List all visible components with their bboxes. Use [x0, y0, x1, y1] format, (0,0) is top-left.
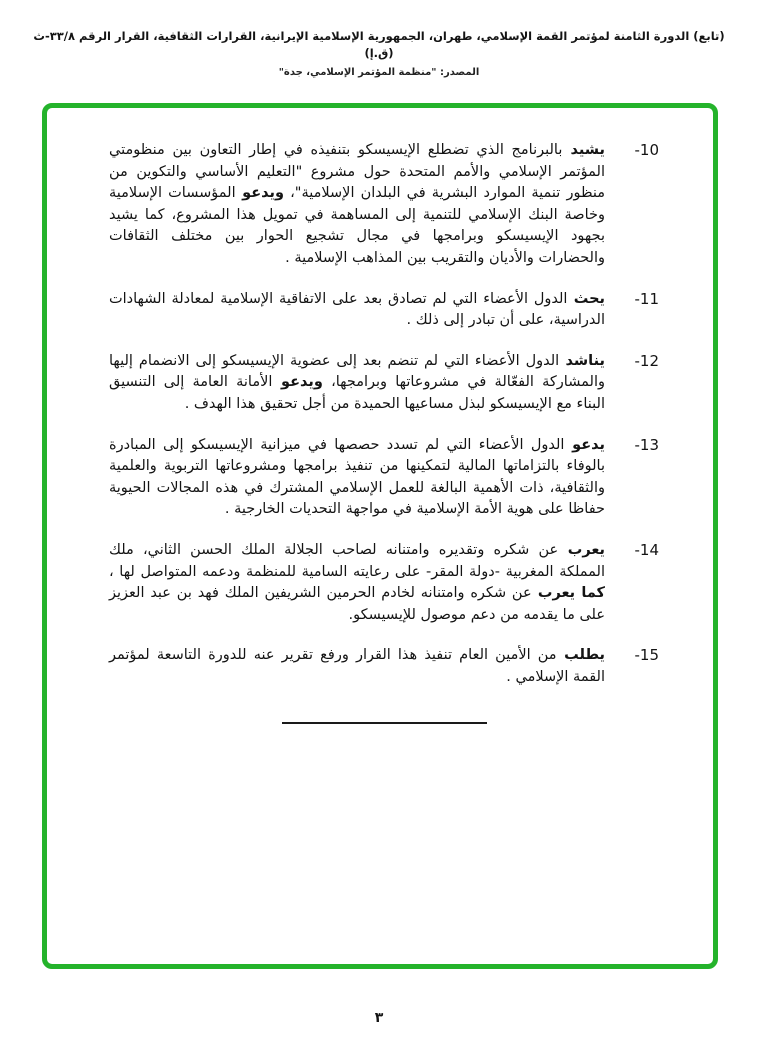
item-text	[109, 645, 605, 688]
item-number: 11-	[634, 289, 659, 308]
item-body-text: الدول الأعضاء التي لم تنضم بعد إلى عضوية الإيسيسكو إلى الانضمام إليها والمشاركة الفعّالة في مشروعاتها وبرامجها،	[109, 352, 605, 391]
item-lead-word: يناشد	[559, 352, 605, 369]
item-bold-word: ويدعو	[272, 374, 323, 391]
resolution-item-14	[109, 540, 659, 626]
item-number: 12-	[634, 351, 659, 370]
end-rule	[282, 722, 487, 724]
resolution-item-11	[109, 289, 659, 332]
item-text	[109, 540, 605, 626]
header-source: المصدر: "منظمة المؤتمر الإسلامي، جدة"	[278, 66, 480, 78]
resolution-item-13	[109, 435, 659, 521]
resolution-item-10	[109, 140, 659, 270]
item-body-text: الدول الأعضاء التي لم تصادق بعد على الاتفاقية الإسلامية لمعادلة الشهادات الدراسية، على أن تبادر إلى ذلك .	[109, 290, 605, 329]
item-number: 15-	[634, 646, 659, 665]
item-body-text: عن شكره وامتنانه لخادم الحرمين الشريفين الملك فهد بن عبد العزيز على ما يقدمه من دعم موصول للإيسيسكو.	[109, 585, 605, 623]
item-bold-word: كما يعرب	[531, 585, 605, 602]
item-text	[109, 289, 605, 332]
item-text	[109, 140, 605, 270]
item-body-text: الدول الأعضاء التي لم تسدد حصصها في ميزانية الإيسيسكو إلى المبادرة بالوفاء بالتزاماتها المالية لتمكينها من تنفيذ برامجها ومشروعاتها التربوية والعلمية والثقافية، ذات الأهمية البالغة للعمل الإسلامي المشترك في هذه المجالات الحيوية حفاظا على هوية الأمة الإسلامية في مواجهة التحديات الخارجية .	[109, 436, 605, 518]
page-footer	[0, 1007, 758, 1026]
item-body-text: الأمانة العامة إلى التنسيق البناء مع الإيسيسكو لبذل مساعيها الحميدة من أجل تحقيق هذا الهدف .	[109, 374, 605, 412]
resolution-item-15	[109, 645, 659, 688]
page-number: ٣	[374, 1010, 384, 1026]
item-body-text: المؤسسات الإسلامية وخاصة البنك الإسلامي للتنمية إلى المساهمة في تمويل هذا المشروع، كما يشيد بجهود الإيسيسكو وبرامجها في مجال تشجيع الحوار بين مختلف الثقافات والحضارات والأديان والتقريب بين المذاهب الإسلامية .	[109, 185, 605, 266]
header-title: (تابع) الدورة الثامنة لمؤتمر القمة الإسلامي، طهران، الجمهورية الإسلامية الإيرانية، القرارات الثقافية، القرار الرقم ٣٣/٨-ث (ق.إ)	[33, 29, 725, 61]
item-lead-word: يعرب	[558, 541, 605, 558]
item-lead-word: يدعو	[564, 436, 605, 453]
item-number: 10-	[634, 141, 659, 159]
item-body-text: بالبرنامج الذي تضطلع الإيسيسكو بتنفيذه في إطار التعاون بين منظومتي المؤتمر الإسلامي والأمم المتحدة حول مشروع "التعليم الأساسي والتكوين من منظور تنمية الموارد البشرية في البلدان الإسلامية"،	[109, 142, 605, 202]
resolution-item-12	[109, 351, 659, 416]
item-text	[109, 351, 605, 416]
page-header	[20, 28, 738, 78]
item-text	[109, 435, 605, 521]
item-lead-word: يطلب	[556, 647, 605, 664]
item-lead-word: يشيد	[562, 142, 606, 158]
item-bold-word: ويدعو	[235, 185, 284, 202]
item-lead-word: يحث	[567, 290, 605, 307]
item-number: 14-	[634, 540, 659, 559]
item-body-text: من الأمين العام تنفيذ هذا القرار ورفع تقرير عنه للدورة التاسعة لمؤتمر القمة الإسلامي .	[109, 647, 605, 685]
item-body-text: عن شكره وتقديره وامتنانه لصاحب الجلالة الملك الحسن الثاني، ملك المملكة المغربية -دولة المقر- على رعايته السامية للمنظمة ودعمه المتواصل لها ،	[109, 541, 605, 580]
resolution-list	[109, 140, 659, 688]
item-number: 13-	[634, 435, 659, 454]
content-frame	[42, 103, 718, 969]
